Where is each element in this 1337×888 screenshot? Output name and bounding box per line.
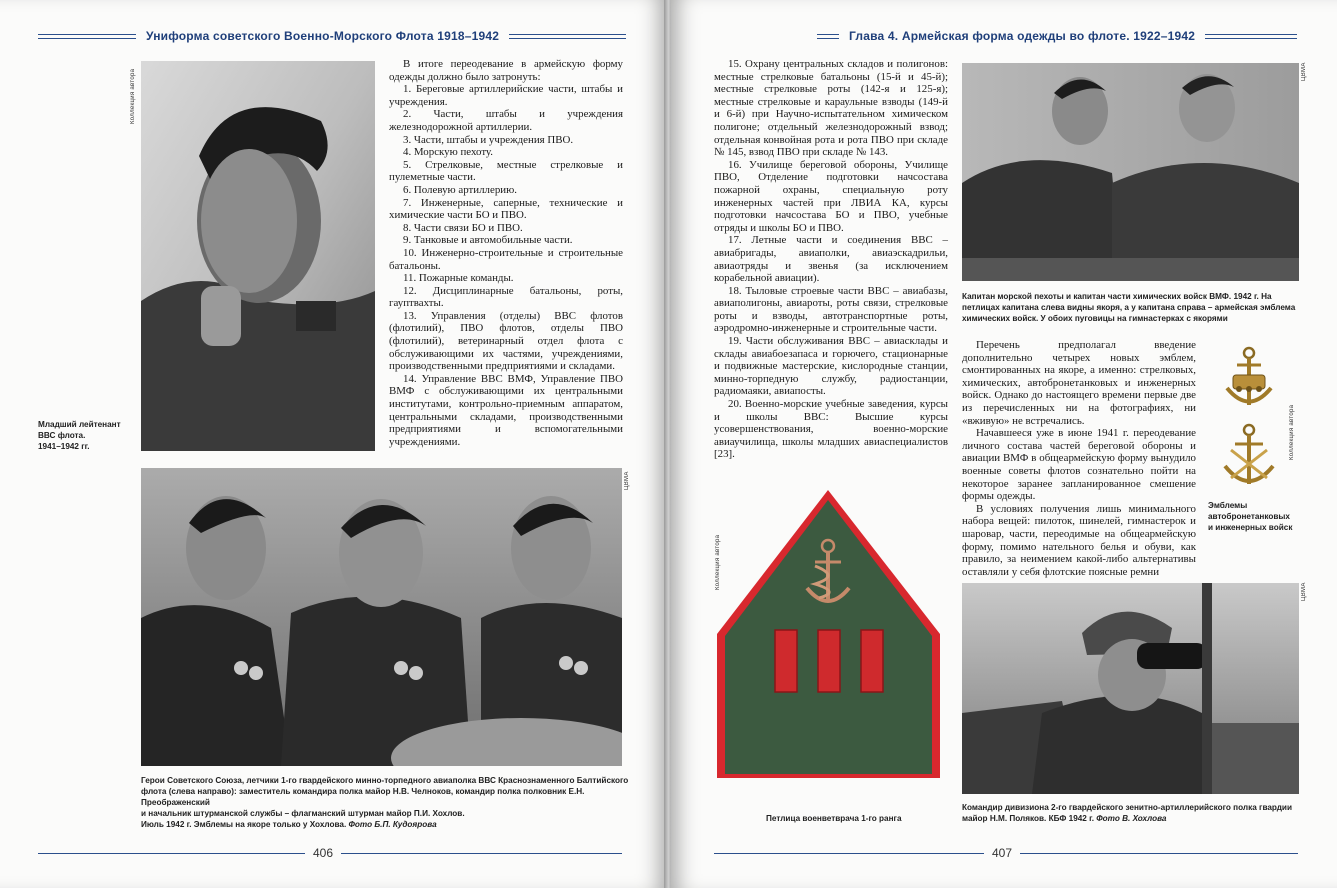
paragraph: 6. Полевую артиллерию.	[403, 183, 517, 196]
pilot-portrait-photo	[141, 61, 375, 451]
right-running-header	[817, 26, 1297, 46]
photo4-caption-line: майор Н.М. Поляков. КБФ 1942 г.	[962, 814, 1094, 823]
commander-binoculars-photo	[962, 583, 1299, 794]
paragraph: 2. Части, штабы и учреждения железнодорожной артиллерии.	[389, 108, 623, 133]
photo1-caption-line: 1941–1942 гг.	[38, 442, 90, 451]
photo2-caption-line: Герои Советского Союза, летчики 1-го гвардейского минно-торпедного авиаполка ВВС Краснознаменного Балтийского	[141, 776, 629, 785]
tab-caption: Петлица военветврача 1-го ранга	[766, 814, 902, 823]
paragraph: 4. Морскую пехоту.	[403, 146, 494, 159]
photo4-credit: ЦВМА	[1301, 582, 1307, 601]
paragraph: 5. Стрелковые, местные стрелковые и пулеметные части.	[389, 158, 623, 184]
left-body-text	[389, 58, 623, 448]
paragraph: 19. Части обслуживания ВВС – авиасклады и склады авиабоезапаса и горючего, стационарные и подвижные мастерские, кислородные станции, минно-торпедную службу, радиостанции, радиомаяки, авиапосты.	[714, 335, 948, 398]
footer-rule	[341, 853, 622, 854]
emblems-caption	[1208, 500, 1308, 533]
left-page	[0, 0, 666, 888]
paragraph: 11. Пожарные команды.	[403, 272, 514, 285]
photo3-caption: Капитан морской пехоты и капитан части химических войск ВМФ. 1942 г. На петлицах капитана слева видны якоря, а у капитана справа – армейская эмблема химических войск. У обоих пуговицы на гимнастерках с якорями	[962, 292, 1296, 323]
left-footer	[38, 843, 622, 863]
paragraph: 13. Управления (отделы) ВВС флотов (флотилий), ПВО флотов, отделы ПВО (флотилий), ветеринарный отдел флота с обслуживающими их частями, учреждениями, производственными предприятиями и складами.	[389, 309, 623, 373]
three-pilots-photo	[141, 468, 622, 766]
paragraph: 7. Инженерные, саперные, технические и химические части БО и ПВО.	[389, 196, 623, 222]
paragraph: 8. Части связи БО и ПВО.	[403, 221, 523, 234]
engineer-emblem-image	[1219, 420, 1279, 492]
emblems-caption-line: Эмблемы	[1208, 501, 1248, 510]
paragraph: В итоге переодевание в армейскую форму одежды должно было затронуть:	[389, 58, 623, 83]
footer-rule	[1020, 853, 1298, 854]
paragraph: 15. Охрану центральных складов и полигонов: местные стрелковые батальоны (15-й и 45-й); местные стрелковые роты (142-я и 125-я); местные стрелковые и караульные взводы (149-й и 6-й) при Научно-испытательном химическом полигоне; отдельный железнодорожный взвод; отдельная конвойная рота и рота ПВО при складе № 145, взвод ПВО при складе № 143.	[714, 58, 948, 159]
photo1-caption-line: Младший лейтенант	[38, 420, 121, 429]
photo2-caption-credit: Фото Б.П. Кудоярова	[348, 820, 437, 829]
paragraph: 20. Военно-морские учебные заведения, курсы и школы ВВС: Высшие курсы усовершенствования, военно-морские авиаучилища, школы младших авиаспециалистов [23].	[714, 398, 948, 461]
paragraph: В условиях получения лишь минимального набора вещей: пилоток, шинелей, гимнастерок и шаровар, части, переодимые на общеармейскую форму, помимо нательного белья и обуви, как правило, за неимением какой-либо альтернативы оставляли у себя флотские поясные ремни	[962, 502, 1196, 578]
emblems-credit: Коллекция автора	[1289, 404, 1295, 460]
footer-rule	[38, 853, 305, 854]
right-page-number: 407	[992, 846, 1013, 860]
left-header-title: Униформа советского Военно-Морского Флота 1918–1942	[146, 29, 500, 43]
left-running-header	[38, 26, 626, 46]
photo1-credit: Коллекция автора	[130, 68, 136, 124]
paragraph: 14. Управление ВВС ВМФ, Управление ПВО ВМФ с обслуживающими их центральными институтами, контрольно-приемным аппаратом, центральными складами, производственными предприятиями и вспомогательными учреждениями.	[389, 372, 623, 448]
right-body-text-column-2	[962, 339, 1196, 578]
right-page	[671, 0, 1337, 888]
paragraph: 1. Береговые артиллерийские части, штабы и учреждения.	[389, 83, 623, 108]
photo2-credit: ЦВМА	[624, 471, 630, 490]
photo2-caption	[141, 775, 631, 830]
photo4-caption-credit: Фото В. Хохлова	[1096, 814, 1167, 823]
paragraph: Начавшееся уже в июне 1941 г. переодевание личного состава частей береговой обороны и авиации ВМФ в общеармейскую форму вынудило военные советы флотов сознательно пойти на некоторое заранее запланированное смешение формы одежды.	[962, 427, 1196, 503]
photo2-caption-line: флота (слева направо): заместитель командира полка майор Н.В. Челноков, командир полка полковник Е.Н. Преображенский	[141, 787, 585, 807]
photo1-caption-line: ВВС флота.	[38, 431, 86, 440]
right-footer	[714, 843, 1298, 863]
paragraph: Перечень предполагал введение дополнительно четырех новых эмблем, смонтированных на якоре, а именно: стрелковых, химических, автобронетанковых и инженерных войск. Однако до настоящего времени первые две из перечисленных ни на фотографиях, ни «вживую» не встречались.	[962, 339, 1196, 427]
paragraph: 18. Тыловые строевые части ВВС – авиабазы, авиаполигоны, авиароты, роты связи, стрелковые роты и взводы, автотранспортные роты, аэродромно-инженерные и строительные части.	[714, 284, 948, 335]
photo3-credit: ЦВМА	[1301, 62, 1307, 81]
left-page-number: 406	[313, 846, 334, 860]
paragraph: 16. Училище береговой обороны, Училище ПВО, Отделение подготовки начсостава пожарной охраны, специальную роту инженерных частей при ЛВИА КА, курсы подготовки начсостава БО и ПВО, учебные отряды и школы БО и ПВО.	[714, 158, 948, 234]
paragraph: 9. Танковые и автомобильные части.	[403, 234, 573, 247]
armored-emblem-image	[1219, 343, 1279, 413]
paragraph: 3. Части, штабы и учреждения ПВО.	[403, 133, 574, 146]
photo1-caption	[38, 419, 134, 452]
header-rule	[509, 34, 626, 39]
right-body-text-column-1	[714, 58, 948, 461]
header-rule	[1205, 34, 1297, 39]
emblems-caption-line: и инженерных войск	[1208, 523, 1293, 532]
paragraph: 12. Дисциплинарные батальоны, роты, гауптвахты.	[389, 284, 623, 310]
two-captains-photo	[962, 63, 1299, 281]
footer-rule	[714, 853, 984, 854]
photo4-caption	[962, 802, 1307, 824]
photo2-caption-line: Июль 1942 г. Эмблемы на якоре только у Хохлова.	[141, 820, 347, 829]
emblems-caption-line: автобронетанковых	[1208, 512, 1290, 521]
paragraph: 17. Летные части и соединения ВВС – авиабригады, авиаполки, авиаэскадрильи, авиаотряды и звенья (за исключением корабельной авиации).	[714, 234, 948, 285]
photo2-caption-line: и начальник штурманской службы – флагманский штурман майор П.И. Хохлов.	[141, 809, 465, 818]
collar-tab-image	[711, 484, 946, 784]
header-rule	[817, 34, 839, 39]
right-header-title: Глава 4. Армейская форма одежды во флоте. 1922–1942	[849, 29, 1196, 43]
paragraph: 10. Инженерно-строительные и строительные батальоны.	[389, 246, 623, 272]
tab-credit: Коллекция автора	[715, 534, 721, 590]
header-rule	[38, 34, 136, 39]
photo4-caption-line: Командир дивизиона 2-го гвардейского зенитно-артиллерийского полка гвардии	[962, 803, 1292, 812]
